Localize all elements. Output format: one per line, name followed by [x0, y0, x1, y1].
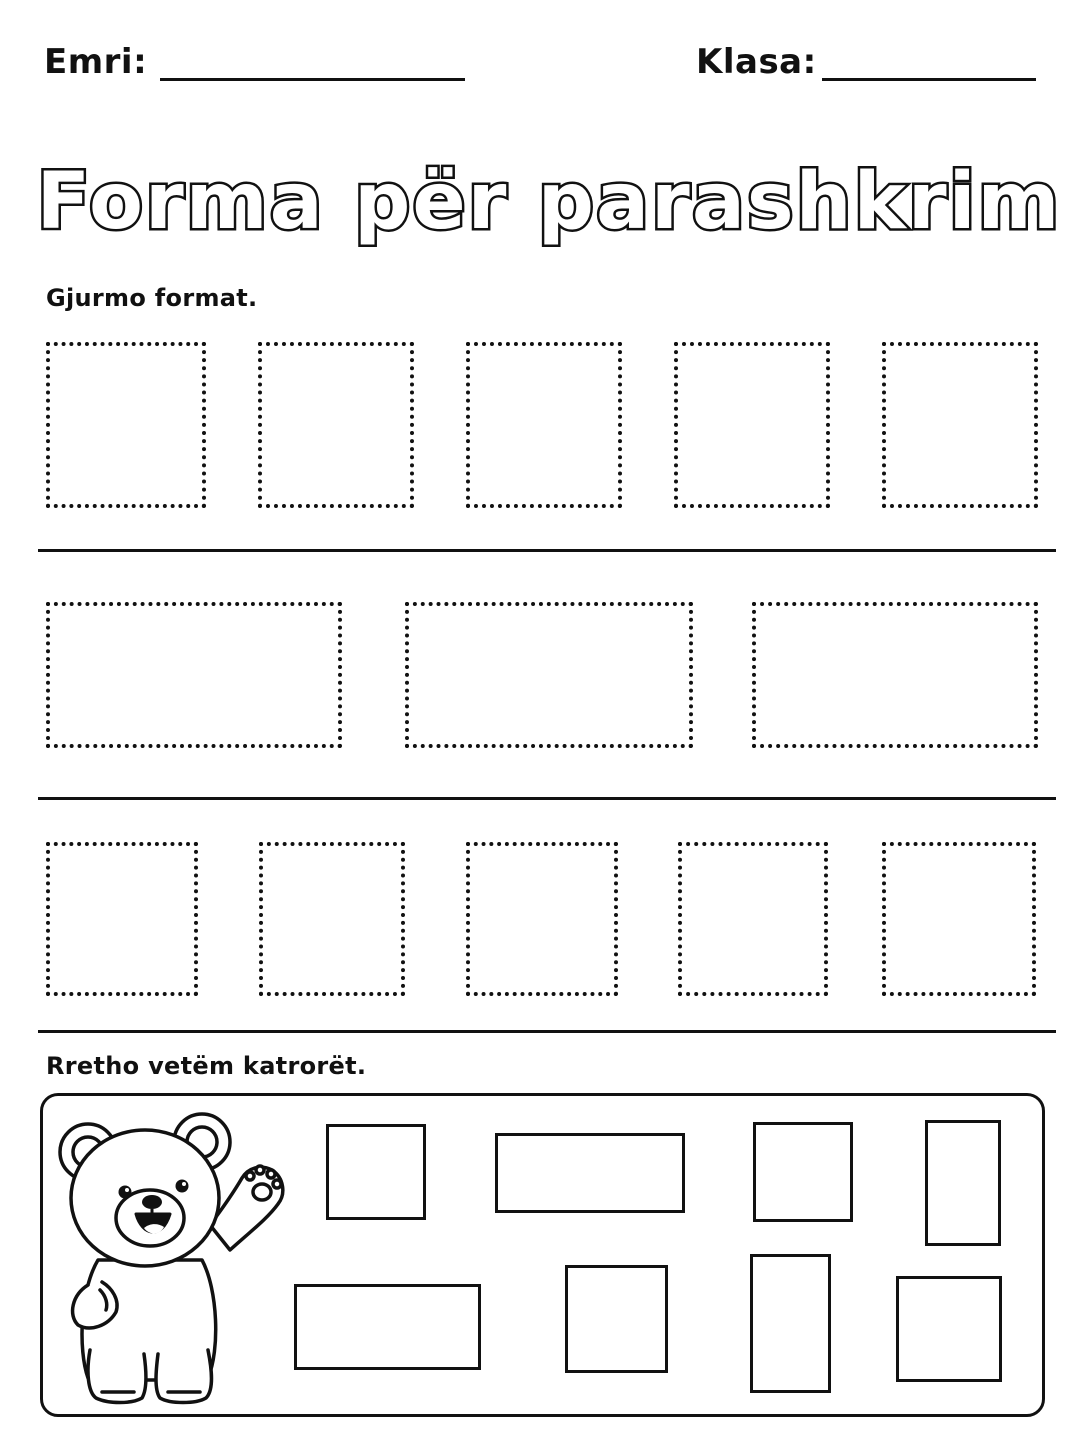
trace-rectangle[interactable] [752, 602, 1038, 748]
row-divider [38, 1030, 1056, 1033]
circle-target-rectangle[interactable] [750, 1254, 831, 1393]
teddy-bear-waving-icon [50, 1110, 300, 1410]
circle-target-square[interactable] [326, 1124, 426, 1220]
trace-square[interactable] [882, 342, 1038, 508]
trace-rectangle[interactable] [46, 602, 342, 748]
trace-square[interactable] [466, 842, 618, 996]
trace-square[interactable] [678, 842, 828, 996]
trace-square[interactable] [259, 842, 405, 996]
class-field-line[interactable] [822, 78, 1036, 81]
circle-target-rectangle[interactable] [925, 1120, 1001, 1246]
circle-target-rectangle[interactable] [294, 1284, 481, 1370]
trace-square[interactable] [466, 342, 622, 508]
row-divider [38, 549, 1056, 552]
trace-rectangle[interactable] [405, 602, 693, 748]
circle-target-square[interactable] [896, 1276, 1002, 1382]
name-field-line[interactable] [160, 78, 465, 81]
page-title-text: Forma për parashkrim [36, 155, 1062, 247]
trace-square[interactable] [46, 842, 198, 996]
name-label: Emri: [44, 42, 148, 82]
class-label: Klasa: [696, 42, 817, 82]
trace-square[interactable] [46, 342, 206, 508]
trace-square[interactable] [674, 342, 830, 508]
circle-target-square[interactable] [753, 1122, 853, 1222]
circle-target-rectangle[interactable] [495, 1133, 685, 1213]
circle-target-square[interactable] [565, 1265, 668, 1373]
trace-square[interactable] [258, 342, 414, 508]
circle-instruction: Rretho vetëm katrorët. [46, 1052, 367, 1080]
row-divider [38, 797, 1056, 800]
trace-instruction: Gjurmo format. [46, 284, 258, 312]
page-title [0, 130, 1086, 260]
trace-square[interactable] [882, 842, 1036, 996]
